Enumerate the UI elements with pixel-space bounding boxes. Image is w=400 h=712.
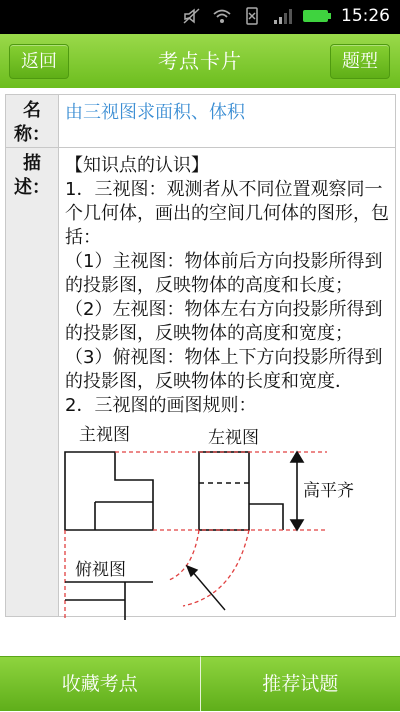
bottom-action-bar (0, 656, 400, 711)
desc-line: 1．三视图：观测者从不同位置观察同一个几何体，画出的空间几何体的图形，包括： (65, 178, 389, 250)
sim-icon (242, 7, 262, 25)
alignment-lines (65, 452, 327, 620)
status-bar (0, 0, 400, 34)
height-arrow (291, 452, 303, 530)
battery-icon (302, 8, 332, 24)
mute-icon (182, 7, 202, 25)
desc-line: 【知识点的认识】 (65, 154, 389, 178)
top-view-shape (65, 582, 153, 620)
signal-icon (272, 7, 292, 25)
left-view-label: 左视图 (208, 428, 259, 448)
header (0, 34, 400, 88)
main-view-shape (65, 452, 153, 530)
page-title: 考点卡片 (0, 34, 400, 88)
desc-line: （1）主视图：物体前后方向投影所得到的投影图，反映物体的高度和长度； (65, 250, 389, 298)
card-content[interactable] (0, 88, 400, 656)
name-label: 名 称： (6, 95, 59, 147)
description-label: 描 述： (6, 148, 59, 616)
top-view-label: 俯视图 (75, 560, 126, 580)
description-row (6, 148, 395, 616)
three-view-drawing (65, 420, 335, 620)
desc-line: 2．三视图的画图规则： (65, 394, 389, 418)
recommend-questions-button[interactable]: 推荐试题 (200, 656, 400, 711)
wifi-icon (212, 7, 232, 25)
desc-line: （2）左视图：物体左右方向投影所得到的投影图，反映物体的高度和宽度； (65, 298, 389, 346)
main-view-label: 主视图 (79, 425, 130, 445)
description-value (59, 148, 395, 616)
three-view-figure (65, 420, 335, 610)
height-align-label: 高平齐 (303, 481, 354, 501)
name-value: 由三视图求面积、体积 (59, 95, 395, 147)
knowledge-card-table (5, 94, 396, 617)
clock: 15:26 (341, 6, 390, 26)
favorite-button[interactable]: 收藏考点 (0, 656, 200, 711)
question-type-button[interactable]: 题型 (330, 44, 390, 79)
back-button[interactable]: 返回 (9, 44, 69, 79)
name-row (6, 95, 395, 148)
desc-line: （3）俯视图：物体上下方向投影所得到的投影图，反映物体的长度和宽度． (65, 346, 389, 394)
left-view-shape (199, 452, 283, 530)
